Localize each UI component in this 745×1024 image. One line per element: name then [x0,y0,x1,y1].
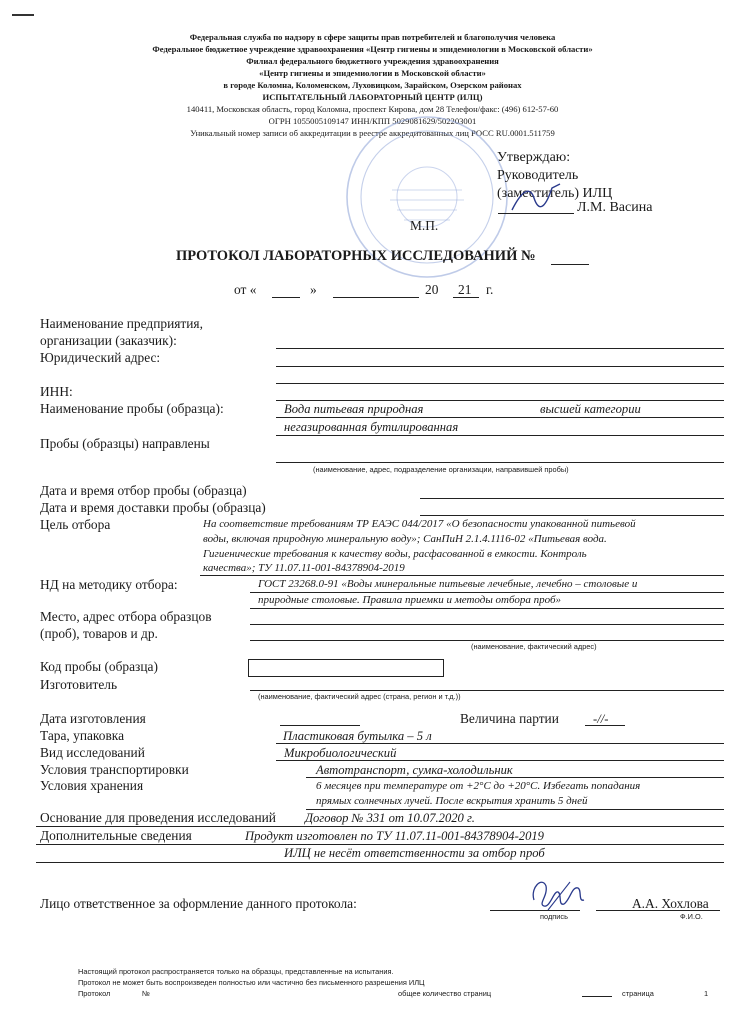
stamp-place: М.П. [410,218,439,233]
date-close: » [310,282,317,297]
corner-mark [12,14,34,16]
signature-caption: подпись [540,912,568,921]
goal-line [200,575,724,576]
basis-value: Договор № 331 от 10.07.2020 г. [305,811,475,825]
footer-note: Настоящий протокол распространяется только на образцы, представленные на испытания. [78,967,394,976]
extra-value-2: ИЛЦ не несёт ответственности за отбор проб [284,846,545,860]
method-label: НД на методику отбора: [40,577,178,592]
sample-category-value: высшей категории [540,402,641,416]
responsible-name-line [596,910,720,911]
document-title [176,248,536,265]
code-label: Код пробы (образца) [40,659,158,674]
header-line: Филиал федерального бюджетного учреждения здравоохранения [246,56,499,66]
code-box [248,659,444,677]
basis-label: Основание для проведения исследований [40,810,276,825]
extra-line-2 [36,862,724,863]
footer-page-label: страница [622,989,654,998]
sample-name-value: Вода питьевая природная [284,402,424,416]
approve-position-2: (заместитель) ИЛЦ [497,186,613,201]
lot-line [585,725,625,726]
place-line [250,624,724,625]
footer-total-line [582,996,612,997]
transport-line [306,777,724,778]
manufacture-date-line [280,725,360,726]
date-day-line [272,297,300,298]
sampling-datetime-line [420,498,724,499]
basis-line [36,826,724,827]
lot-label: Величина партии [460,711,559,726]
header-accreditation: Уникальный номер записи об аккредитации в реестре аккредитованных лиц РОСС RU.0001.511759 [190,128,555,138]
responsible-label: Лицо ответственное за оформление данного протокола: [40,896,357,911]
transport-label: Условия транспортировки [40,762,189,777]
storage-text: 6 месяцев при температуре от +2°С до +20°С. Избегать попадания [316,780,641,792]
header-ogrn: ОГРН 1055005109147 ИНН/КПП 5029081629/502203001 [268,116,477,126]
date-year-abbr: г. [486,282,494,297]
org-label: Наименование предприятия, [40,316,203,331]
sample-name-line-2 [276,435,724,436]
extra-line [36,844,724,845]
approver-signature-icon [508,180,568,216]
header-address: 140411, Московская область, город Коломна, проспект Кирова, дом 28 Телефон/факс: (496) 612-57-60 [186,104,559,114]
manufacture-date-label: Дата изготовления [40,711,146,726]
footer-number-sign: № [142,989,150,998]
storage-line [306,809,724,810]
header-line: ИСПЫТАТЕЛЬНЫЙ ЛАБОРАТОРНЫЙ ЦЕНТР (ИЛЦ) [262,92,483,102]
responsible-signature-icon [528,870,586,916]
place-line-2 [250,640,724,641]
sampling-datetime-label: Дата и время отбор пробы (образца) [40,483,247,498]
title-text: ПРОТОКОЛ ЛАБОРАТОРНЫХ ИССЛЕДОВАНИЙ № [176,248,536,264]
date-month-line [333,297,419,298]
date-from: от « [234,282,257,297]
method-line [250,592,724,593]
storage-text-2: прямых солнечных лучей. После вскрытия хранить 5 дней [316,795,588,807]
place-label-2: (проб), товаров и др. [40,626,158,641]
goal-text: На соответствие требованиям ТР ЕАЭС 044/2017 «О безопасности упакованной питьевой [203,518,636,530]
footer-note-2: Протокол не может быть воспроизведен полностью или частично без письменного разрешения ИЛЦ [78,978,425,987]
pack-label: Тара, упаковка [40,728,125,743]
delivery-datetime-label: Дата и время доставки пробы (образца) [40,500,266,515]
extra-value: Продукт изготовлен по ТУ 11.07.11-001-84378904-2019 [245,829,544,843]
sample-name-label: Наименование пробы (образца): [40,401,224,416]
place-label: Место, адрес отбора образцов [40,609,212,624]
approve-position: Руководитель [497,168,579,183]
title-number-line [551,264,589,265]
pack-line [276,743,724,744]
legal-address-line [276,366,724,367]
org-label-2: организации (заказчик): [40,333,177,348]
method-text-2: природные столовые. Правила приемки и методы отбора проб» [258,594,562,606]
sent-by-label: Пробы (образцы) направлены [40,436,210,451]
goal-text-4: качества»; ТУ 11.07.11-001-84378904-2019 [203,562,405,574]
header-line: Федеральное бюджетное учреждение здравоохранения «Центр гигиены и эпидемиологии в Московской области» [152,44,593,54]
maker-line [250,690,724,691]
approver-name: Л.М. Васина [577,200,653,215]
inn-line [276,400,724,401]
sample-name-value-2: негазированная бутилированная [284,420,459,434]
study-label: Вид исследований [40,745,145,760]
place-caption: (наименование, фактический адрес) [471,642,597,651]
footer-total-pages: общее количество страниц [398,989,492,998]
transport-value: Автотранспорт, сумка-холодильник [316,763,513,777]
pack-value: Пластиковая бутылка – 5 л [283,729,432,743]
maker-label: Изготовитель [40,677,118,692]
method-line-2 [250,608,724,609]
study-line [276,760,724,761]
sample-name-line [276,417,724,418]
delivery-datetime-line [420,515,724,516]
goal-text-3: Гигиенические требования к качеству воды, расфасованной в емкости. Контроль [203,548,587,560]
fio-caption: Ф.И.О. [680,912,703,921]
date-year-suffix: 21 [458,282,472,297]
org-line [276,348,724,349]
header-line: в городе Коломна, Коломенском, Луховицком, Зарайском, Озерском районах [223,80,522,90]
footer-page-number: 1 [704,989,709,998]
lot-value: -//- [593,712,609,726]
method-text: ГОСТ 23268.0-91 «Воды минеральные питьевые лечебные, лечебно – столовые и [258,578,638,590]
inn-label: ИНН: [40,384,73,399]
sent-by-line [276,462,724,463]
study-value: Микробиологический [284,746,397,760]
sent-by-caption: (наименование, адрес, подразделение организации, направившей пробы) [313,465,569,474]
goal-text-2: воды, включая природную минеральную воду»; СанПиН 2.1.4.1116-02 «Питьевая вода. [203,533,607,545]
extra-label: Дополнительные сведения [40,828,192,843]
goal-label: Цель отбора [40,517,111,532]
storage-label: Условия хранения [40,778,144,793]
date-year-prefix: 20 [425,282,439,297]
maker-caption: (наименование, фактический адрес (страна, регион и т.д.)) [258,692,461,701]
responsible-name: А.А. Хохлова [632,896,709,911]
legal-address-label: Юридический адрес: [40,350,161,365]
header-line: Федеральная служба по надзору в сфере защиты прав потребителей и благополучия человека [189,32,556,42]
date-year-line [453,297,479,298]
header-line: «Центр гигиены и эпидемиологии в Московской области» [259,68,486,78]
footer-protocol: Протокол [78,989,111,998]
legal-address-line-2 [276,383,724,384]
approve-label: Утверждаю: [497,150,571,165]
